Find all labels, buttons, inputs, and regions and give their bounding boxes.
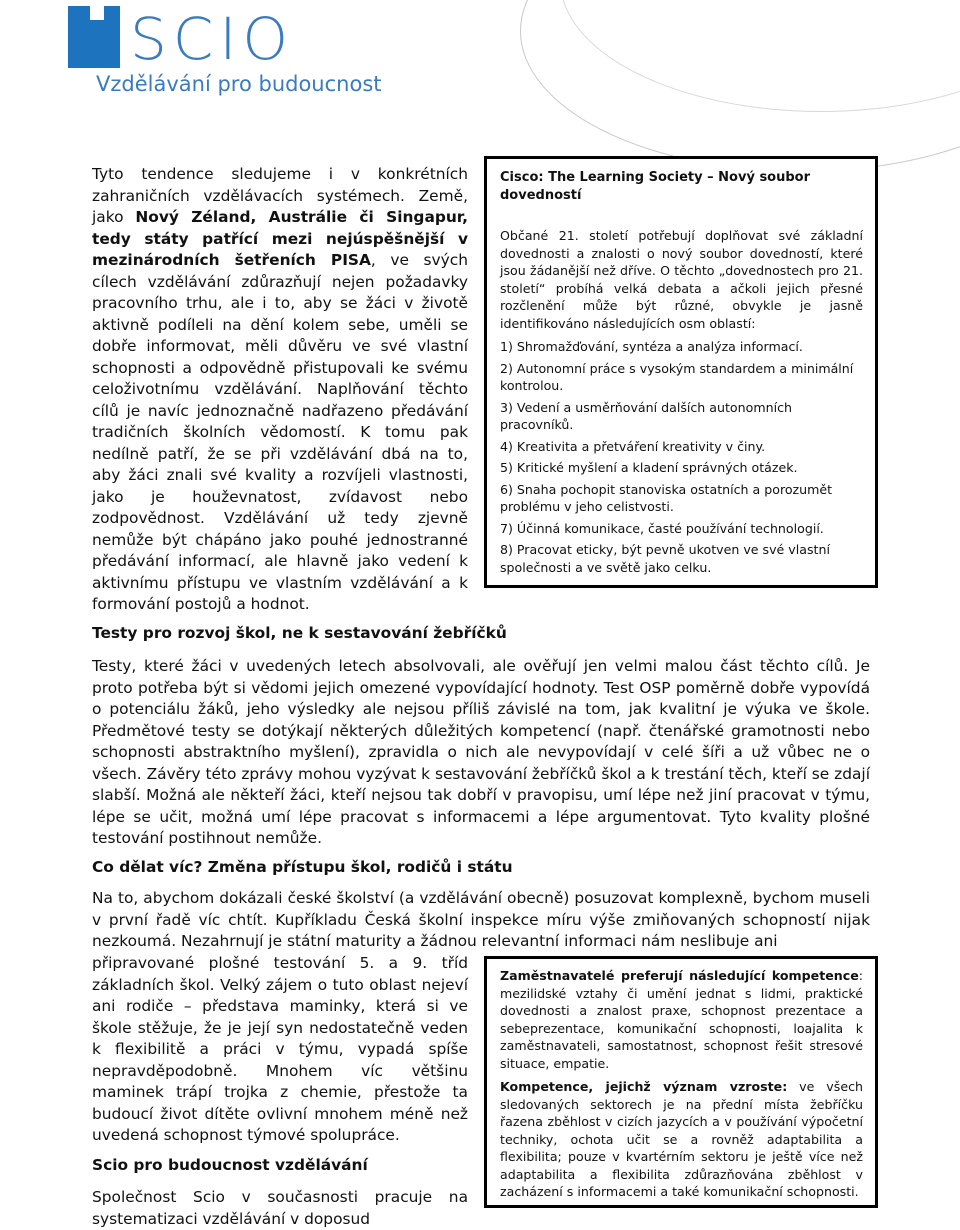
tagline: Vzdělávání pro budoucnost bbox=[96, 72, 382, 96]
list-item: 1) Shromažďování, syntéza a analýza informací. bbox=[500, 339, 803, 354]
intro-text-b: , ve svých cílech vzdělávání zdůrazňují nejen požadavky pracovního trhu, ale i to, aby se žáci v životě aktivně podíleli na dění kolem sebe, uměli se dobře informovat, měli důvěru ve své vlastní schopnosti a odpovědně přistupovali ke svému celoživotnímu vzdělávání. Naplňování těchto cílů je navíc jednoznačně nadřazeno předávání tradičních školních vědomostí. K tomu pak nedílně patří, že se při vzdělávání dbá na to, aby žáci znali své kvality a rozvíjeli vlastnosti, jako je houževnatost, zvídavost nebo zodpovědnost. Vzdělávání už tedy zjevně nemůže být chápáno jako pouhé jednostranné předávání informací, ale hlavně jako vedení k aktivnímu přístupu ve vlastním vzdělávání a k formování postojů a hodnot. bbox=[92, 251, 468, 613]
list-item: 8) Pracovat eticky, být pevně ukotven ve své vlastní společnosti a ve světě jako celku. bbox=[500, 542, 830, 575]
employers-title: Zaměstnavatelé preferují následující kompetence bbox=[500, 968, 859, 983]
cisco-skill-list bbox=[500, 338, 863, 576]
section-heading-what-to-do: Co dělat víc? Změna přístupu škol, rodičů i státu bbox=[92, 858, 513, 876]
employers-paragraph bbox=[500, 967, 863, 1072]
what-to-do-text-full: Na to, abychom dokázali české školství (a vzdělávání obecně) posuzovat komplexně, bychom museli v první řadě víc chtít. Kupříkladu Česká školní inspekce míru výše zmiňovaných schopností nijak nezkoumá. Nezahrnují je státní maturity a žádnou relevantní informaci nám neslibuje ani bbox=[92, 889, 870, 950]
cisco-box-title: Cisco: The Learning Society – Nový soubor dovedností bbox=[500, 170, 811, 203]
section-heading-tests: Testy pro rozvoj škol, ne k sestavování žebříčků bbox=[92, 624, 507, 642]
decorative-arc bbox=[520, 0, 960, 172]
competences-text: ve všech sledovaných sektorech je na přední místa žebříčku řazena zběhlost v cizích jazycích a v používání výpočetní techniky, ochota učit se a rovněž adaptabilita a flexibilita; pouze v kvartérním sektoru je ještě více než adaptabilita a flexibilita zdůrazňována zběhlost v zacházení s informacemi a také komunikační schopnosti. bbox=[500, 1079, 863, 1199]
employers-box bbox=[484, 956, 878, 1208]
employers-text: : mezilidské vztahy či umění jednat s lidmi, praktické dovednosti a znalost praxe, schopnost prezentace a sebeprezentace, komunikační schopnosti, loajalita k zaměstnavateli, samostatnost, schopnost řešit stresové situace, empatie. bbox=[500, 968, 863, 1071]
list-item: 4) Kreativita a přetváření kreativity v činy. bbox=[500, 438, 766, 454]
tests-paragraph bbox=[92, 656, 870, 850]
scio-logo-notch bbox=[90, 6, 104, 20]
intro-text-bold: Nový Zéland, Austrálie či Singapur, tedy státy patřící mezi nejúspěšnější v mezinárodních šetřeních PISA bbox=[92, 208, 468, 269]
competences-title: Kompetence, jejichž význam vzroste: bbox=[500, 1079, 788, 1094]
what-to-do-paragraph-full bbox=[92, 888, 870, 953]
logo-text: SCIO bbox=[130, 5, 295, 73]
intro-text-a: Tyto tendence sledujeme i v konkrétních zahraničních vzdělávacích systémech. Země, jako bbox=[92, 165, 468, 226]
intro-paragraph bbox=[92, 164, 468, 616]
scio-text: Společnost Scio v současnosti pracuje na systematizaci vzdělávání v doposud bbox=[92, 1188, 468, 1228]
list-item: 2) Autonomní práce s vysokým standardem a minimální kontrolou. bbox=[500, 360, 854, 393]
list-item: 6) Snaha pochopit stanoviska ostatních a porozumět problému v jeho celistvosti. bbox=[500, 481, 833, 514]
cisco-box-intro: Občané 21. století potřebují doplňovat své základní dovednosti a znalosti o nový soubor dovedností, které jsou žádanější než dříve. O těchto „dovednostech pro 21. století“ probíhá velká debata a ačkoli jejich přesné rozčlenění může být různé, obvykle je jasně identifikováno následujících osm oblastí: bbox=[500, 228, 863, 331]
what-to-do-paragraph-col bbox=[92, 953, 468, 1147]
list-item: 3) Vedení a usměrňování dalších autonomních pracovníků. bbox=[500, 399, 792, 432]
competences-paragraph bbox=[500, 1078, 863, 1201]
list-item: 5) Kritické myšlení a kladení správných otázek. bbox=[500, 460, 798, 475]
scio-paragraph bbox=[92, 1187, 468, 1230]
cisco-box bbox=[484, 156, 878, 588]
what-to-do-text-col: připravované plošné testování 5. a 9. tříd základních škol. Velký zájem o tuto oblast nejeví ani rodiče – představa maminky, která si ve škole stěžuje, že je její syn nedostatečně veden k flexibilitě a práci v týmu, vypadá spíše nepravděpodobně. Mnohem víc většinu maminek trápí trojka z chemie, přestože ta budoucí život dítěte ovlivní mnohem méně než uvedená schopnost týmové spolupráce. bbox=[92, 954, 468, 1144]
section-heading-scio: Scio pro budoucnost vzdělávání bbox=[92, 1156, 368, 1174]
tests-text: Testy, které žáci v uvedených letech absolvovali, ale ověřují jen velmi malou část těchto cílů. Je proto potřeba být si vědomi jejich omezené vypovídající hodnoty. Test OSP poměrně dobře vypovídá o potenciálu žáků, jeho výsledky ale nejsou příliš závislé na tom, jak kvalitní je výuka ve škole. Předmětové testy se dotýkají některých důležitých kompetencí (např. čtenářské gramotnosti nebo schopnosti abstraktního myšlení), zpravidla o nich ale nevypovídají v celé šíři a už vůbec ne o všech. Závěry této zprávy mohou vyzývat k sestavování žebříčků škol a k trestání těch, kteří se zdají slabší. Možná ale někteří žáci, kteří nejsou tak dobří v pravopisu, umí lépe než jiní pracovat v týmu, lépe se učit, možná umí lépe pracovat s informacemi a lépe argumentovat. Tyto kvality plošné testování postihnout nemůže. bbox=[92, 657, 870, 847]
list-item: 7) Účinná komunikace, časté používání technologií. bbox=[500, 520, 824, 536]
